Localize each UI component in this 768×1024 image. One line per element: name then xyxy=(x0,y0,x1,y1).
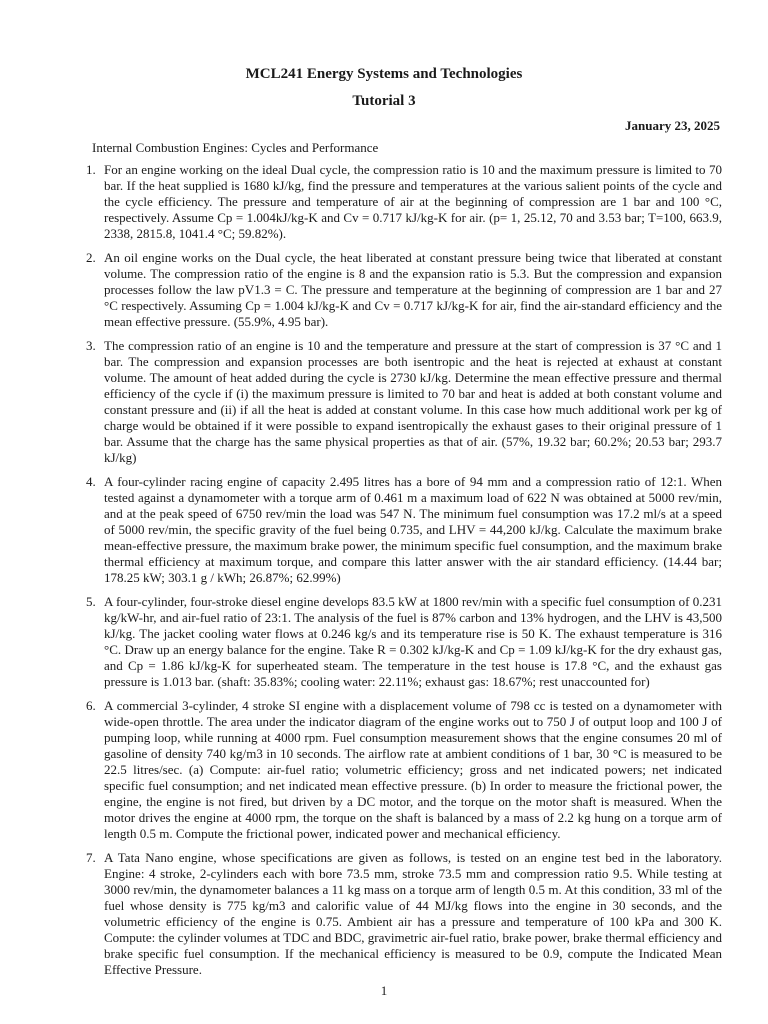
problem-number: 7. xyxy=(86,850,96,865)
problem-4 xyxy=(86,474,722,586)
document-title: MCL241 Energy Systems and Technologies xyxy=(245,66,523,82)
problem-text: For an engine working on the ideal Dual cycle, the compression ratio is 10 and the maximum pressure is limited to 70 bar. If the heat supplied is 1680 kJ/kg, find the pressure and temperatures at the various salient points of the cycle and the cycle efficiency. The pressure and temperature of air at the beginning of compression are 1 bar and 100 °C, respectively. Assume Cp = 1.004kJ/kg-K and Cv = 0.717 kJ/kg-K for air. (p= 1, 25.12, 70 and 3.53 bar; T=100, 663.9, 2338, 2815.8, 1041.4 °C; 59.82%). xyxy=(104,162,722,241)
problem-5 xyxy=(86,594,722,690)
problem-number: 6. xyxy=(86,698,96,713)
problem-text: An oil engine works on the Dual cycle, the heat liberated at constant pressure being twice that liberated at constant volume. The compression ratio of the engine is 8 and the expansion ratio is 5.3. But the compression and expansion processes follow the law pV1.3 = C. The pressure and temperature at the beginning of compression are 1 bar and 27 °C respectively. Assuming Cp = 1.004 kJ/kg-K and Cv = 0.717 kJ/kg-K for air, find the air-standard efficiency and the mean effective pressure. (55.9%, 4.95 bar). xyxy=(104,250,722,329)
problem-number: 2. xyxy=(86,250,96,265)
problem-1 xyxy=(86,162,722,242)
problem-text: A Tata Nano engine, whose specifications are given as follows, is tested on an engine test bed in the laboratory. Engine: 4 stroke, 2-cylinders each with bore 73.5 mm, stroke 73.5 mm and compression ratio 9.5. While testing at 3000 rev/min, the dynamometer balances a 11 kg mass on a torque arm of length 0.5 m. At this condition, 33 ml of the fuel whose density is 775 kg/m3 and calorific value of 44 MJ/kg flows into the engine in 30 seconds, and the volumetric efficiency of the engine is 0.75. Ambient air has a pressure and temperature of 100 kPa and 300 K. Compute: the cylinder volumes at TDC and BDC, gravimetric air-fuel ratio, brake power, brake thermal efficiency and brake specific fuel consumption. If the mechanical efficiency is measured to be 0.9, compute the Indicated Mean Effective Pressure. xyxy=(104,850,722,977)
problem-number: 4. xyxy=(86,474,96,489)
document-subtitle: Tutorial 3 xyxy=(352,93,416,109)
problem-number: 3. xyxy=(86,338,96,353)
problem-2 xyxy=(86,250,722,330)
document-date: January 23, 2025 xyxy=(625,118,720,133)
problem-text: A four-cylinder, four-stroke diesel engine develops 83.5 kW at 1800 rev/min with a specific fuel consumption of 0.231 kg/kW-hr, and air-fuel ratio of 23:1. The analysis of the fuel is 87% carbon and 13% hydrogen, and the LHV is 43,500 kJ/kg. The jacket cooling water flows at 0.246 kg/s and its temperature rise is 50 K. The exhaust temperature is 316 °C. Draw up an energy balance for the engine. Take R = 0.302 kJ/kg-K and Cp = 1.09 kJ/kg-K for the dry exhaust gas, and Cp = 1.86 kJ/kg-K for superheated steam. The temperature in the test house is 17.8 °C, and the exhaust gas pressure is 1.013 bar. (shaft: 35.83%; cooling water: 22.11%; exhaust gas: 18.67%; rest unaccounted for) xyxy=(104,594,722,689)
problem-3 xyxy=(86,338,722,466)
problem-7 xyxy=(86,850,722,978)
problem-text: The compression ratio of an engine is 10 and the temperature and pressure at the start of compression is 37 °C and 1 bar. The compression and expansion processes are both isentropic and the heat is rejected at exhaust at constant volume. The amount of heat added during the cycle is 2730 kJ/kg. Determine the mean effective pressure and thermal efficiency of the cycle if (i) the maximum pressure is limited to 70 bar and heat is added at both constant volume and constant pressure and (ii) if all the heat is added at constant volume. In this case how much additional work per kg of charge would be obtained if it were possible to expand isentropically the exhaust gases to their original pressure of 1 bar. Assume that the charge has the same physical properties as that of air. (57%, 19.32 bar; 60.2%; 20.53 bar; 293.7 kJ/kg) xyxy=(104,338,722,465)
problem-text: A four-cylinder racing engine of capacity 2.495 litres has a bore of 94 mm and a compression ratio of 12:1. When tested against a dynamometer with a torque arm of 0.461 m a maximum load of 622 N was obtained at 5000 rev/min, and at the peak speed of 6750 rev/min the load was 547 N. The minimum fuel consumption was 17.2 ml/s at a speed of 5000 rev/min, the specific gravity of the fuel being 0.735, and LHV = 44,200 kJ/kg. Calculate the maximum brake mean-effective pressure, the maximum brake power, the minimum specific fuel consumption, and the maximum brake thermal efficiency at maximum torque, and compare this latter answer with the air standard efficiency. (14.44 bar; 178.25 kW; 303.1 g / kWh; 26.87%; 62.99%) xyxy=(104,474,722,585)
problem-number: 5. xyxy=(86,594,96,609)
problem-text: A commercial 3-cylinder, 4 stroke SI engine with a displacement volume of 798 cc is tested on a dynamometer with wide-open throttle. The area under the indicator diagram of the engine works out to 750 J of output loop and 100 J of pumping loop, while running at 4000 rpm. Fuel consumption measurement shows that the engine consumes 20 ml of gasoline of density 740 kg/m3 in 10 seconds. The airflow rate at ambient conditions of 1 bar, 30 °C is measured to be 22.5 litres/sec. (a) Compute: air-fuel ratio; volumetric efficiency; gross and net indicated powers; net indicated specific fuel consumption; and net indicated mean effective pressure. (b) In order to measure the frictional power, the engine, the engine is not fired, but driven by a DC motor, and the torque on the motor shaft is measured. When the motor drives the engine at 4000 rpm, the torque on the shaft is balanced by a mass of 2.2 kg hung on a torque arm of length 0.5 m. Compute the frictional power, indicated power and mechanical efficiency. xyxy=(104,698,722,841)
section-heading: Internal Combustion Engines: Cycles and Performance xyxy=(92,140,379,155)
page-number: 1 xyxy=(380,983,388,998)
problem-list xyxy=(86,162,722,986)
problem-number: 1. xyxy=(86,162,96,177)
problem-6 xyxy=(86,698,722,842)
